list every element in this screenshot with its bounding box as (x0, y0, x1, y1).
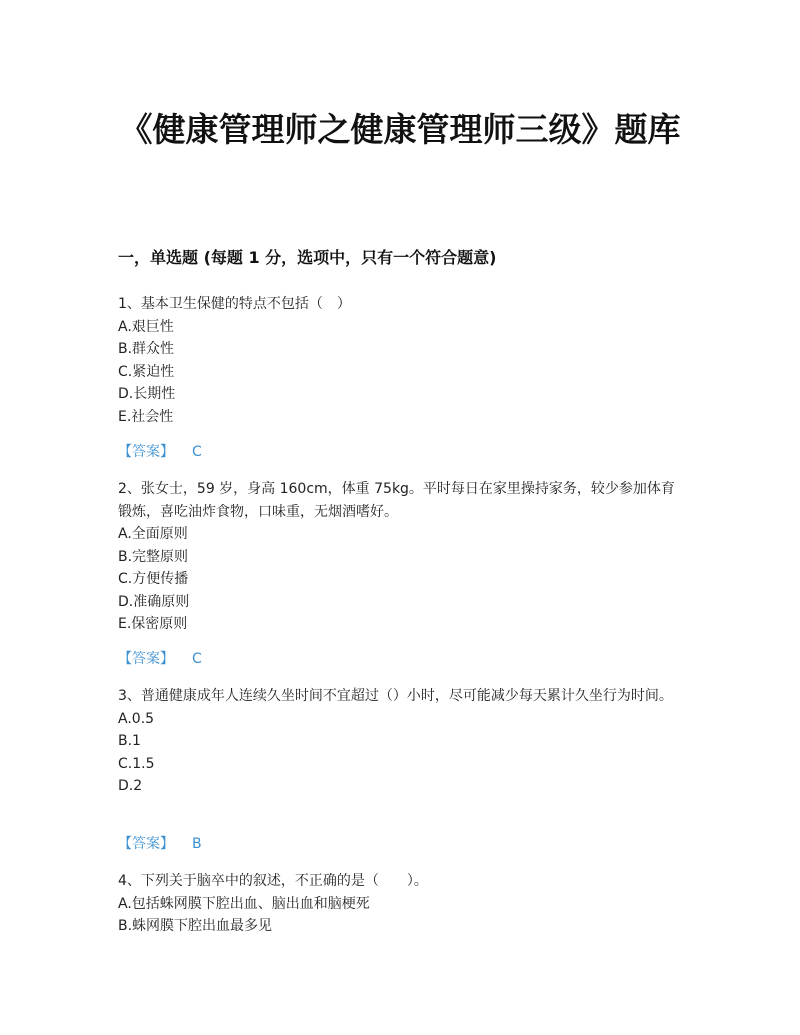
option-e: E.社会性 (118, 408, 174, 425)
section-heading: 一，单选题 (每题 1 分，选项中，只有一个符合题意) (118, 248, 497, 267)
option-c: C.1.5 (118, 755, 155, 772)
option-d: D.准确原则 (118, 593, 190, 610)
question-stem: 3、普通健康成年人连续久坐时间不宜超过（）小时，尽可能减少每天累计久坐行为时间。 (118, 688, 673, 704)
answer-3 (118, 833, 202, 855)
option-b: B.蛛网膜下腔出血最多见 (118, 918, 273, 934)
question-stem: 4、下列关于脑卒中的叙述，不正确的是（ ）。 (118, 873, 428, 889)
question-2 (118, 478, 688, 636)
option-a: A.全面原则 (118, 526, 188, 542)
question-4 (118, 870, 688, 938)
answer-label: 【答案】 (118, 651, 174, 667)
option-a: A.艰巨性 (118, 318, 174, 335)
answer-2 (118, 648, 202, 670)
option-a: A.0.5 (118, 710, 155, 727)
option-a: A.包括蛛网膜下腔出血、脑出血和脑梗死 (118, 895, 370, 912)
option-e: E.保密原则 (118, 616, 188, 632)
option-d: D.2 (118, 778, 143, 794)
option-c: C.方便传播 (118, 571, 189, 587)
document-title: 《健康管理师之健康管理师三级》题库 (119, 110, 681, 149)
answer-1 (118, 441, 202, 463)
answer-letter: C (192, 444, 202, 460)
option-b: B.1 (118, 733, 141, 749)
question-stem: 1、基本卫生保健的特点不包括（ ） (118, 296, 351, 312)
answer-letter: C (192, 651, 202, 667)
answer-label: 【答案】 (118, 836, 174, 852)
question-1 (118, 293, 688, 428)
option-b: B.完整原则 (118, 548, 189, 565)
question-3 (118, 685, 688, 798)
option-b: B.群众性 (118, 341, 175, 357)
option-c: C.紧迫性 (118, 363, 175, 380)
answer-label: 【答案】 (118, 444, 174, 460)
answer-letter: B (192, 836, 202, 852)
option-d: D.长期性 (118, 386, 176, 402)
question-stem: 2、张女士，59 岁，身高 160cm，体重 75kg。平时每日在家里操持家务，较少参加体育锻炼，喜吃油炸食物，口味重，无烟酒嗜好。 (118, 481, 675, 520)
